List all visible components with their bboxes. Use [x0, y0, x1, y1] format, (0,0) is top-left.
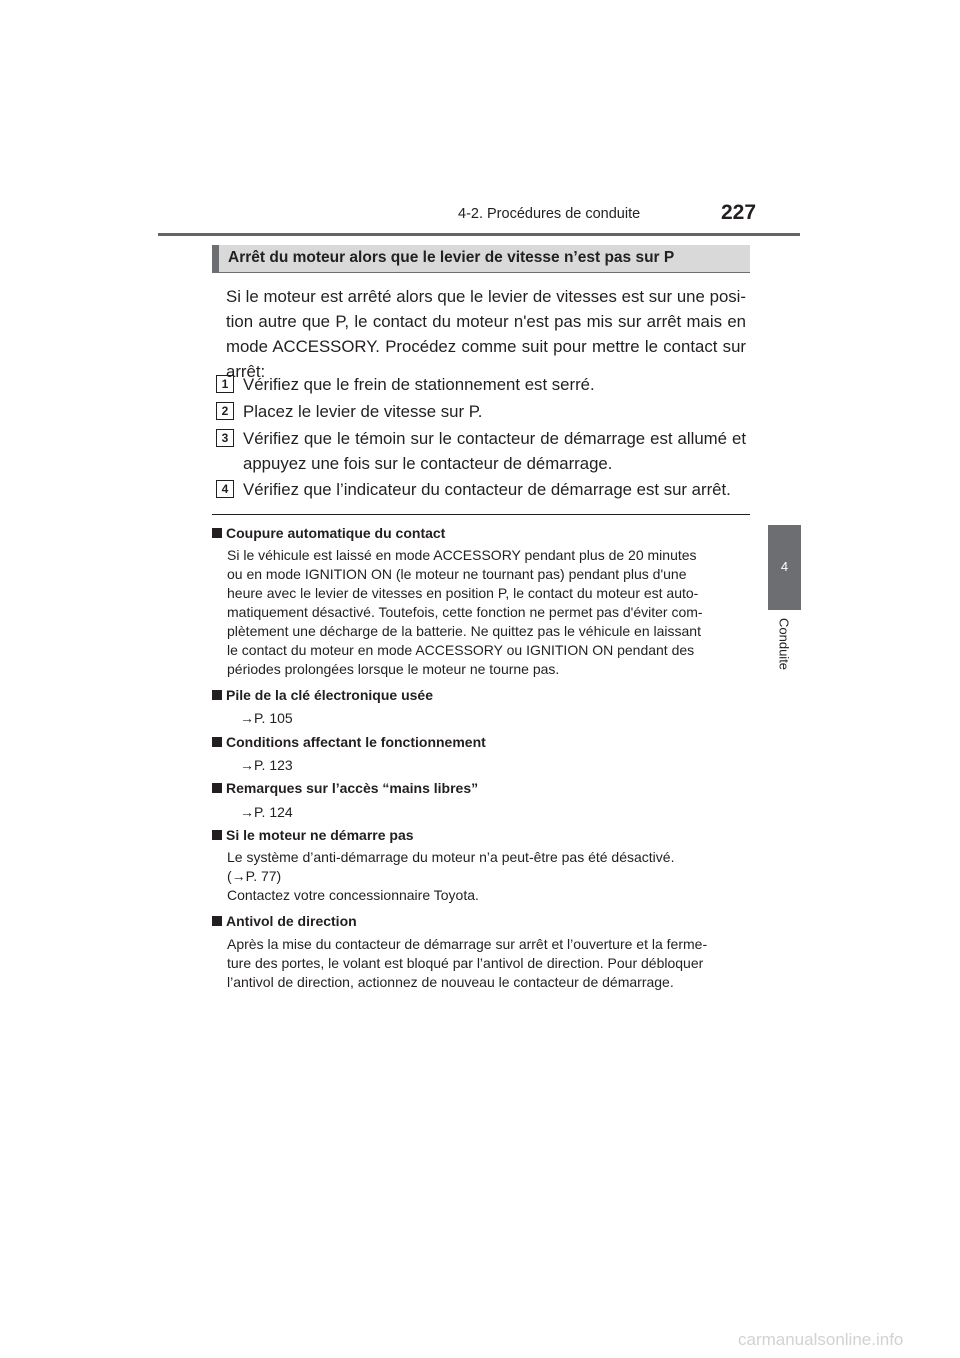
note-line: heure avec le levier de vitesses en position P, le contact du moteur est auto- [227, 585, 699, 601]
step-text: Vérifiez que le témoin sur le contacteur de démarrage est allumé et appuyez une fois sur le contacteur de démarrage. [243, 429, 746, 473]
note-body-engine-wont-start [227, 848, 745, 905]
note-title-operating-conditions: Conditions affectant le fonctionnement [212, 734, 486, 750]
step-number-badge: 4 [216, 480, 234, 498]
note-title-engine-wont-start: Si le moteur ne démarre pas [212, 827, 414, 843]
note-line: le contact du moteur en mode ACCESSORY ou IGNITION ON pendant des [227, 642, 695, 658]
intro-paragraph [226, 284, 746, 384]
note-line: ou en mode IGNITION ON (le moteur ne tournant pas) pendant plus d'une [227, 566, 687, 582]
section-heading: Arrêt du moteur alors que le levier de vitesse n’est pas sur P [228, 249, 675, 266]
note-line: ture des portes, le volant est bloqué par l’antivol de direction. Pour débloquer [227, 955, 704, 971]
note-title-key-battery: Pile de la clé électronique usée [212, 687, 433, 703]
note-line: périodes prolongées lorsque le moteur ne tourne pas. [227, 661, 560, 677]
notes-divider [212, 514, 750, 515]
note-title-hands-free: Remarques sur l’accès “mains libres” [212, 780, 478, 796]
note-title-steering-lock: Antivol de direction [212, 913, 357, 929]
square-bullet-icon [212, 916, 222, 926]
square-bullet-icon [212, 783, 222, 793]
square-bullet-icon [212, 830, 222, 840]
page-reference: →P. 123 [240, 757, 293, 773]
chapter-tab-label: Conduite [776, 618, 792, 671]
header-divider [158, 233, 800, 236]
step-number-badge: 3 [216, 429, 234, 447]
intro-line: Si le moteur est arrêté alors que le levier de vitesses est sur une posi- [226, 287, 746, 306]
note-line: Si le véhicule est laissé en mode ACCESSORY pendant plus de 20 minutes [227, 547, 697, 563]
note-line: l’antivol de direction, actionnez de nouveau le contacteur de démarrage. [227, 974, 674, 990]
watermark: carmanualsonline.info [738, 1330, 904, 1349]
note-body-steering-lock [227, 935, 745, 992]
step-number-badge: 2 [216, 402, 234, 420]
chapter-tab-number: 4 [780, 559, 789, 574]
heading-underline [212, 272, 750, 273]
note-line: matiquement désactivé. Toutefois, cette fonction ne permet pas d'éviter com- [227, 604, 703, 620]
intro-line: tion autre que P, le contact du moteur n'est pas mis sur arrêt mais en [226, 312, 746, 331]
note-title-auto-shutoff: Coupure automatique du contact [212, 525, 445, 541]
step-text: Vérifiez que l’indicateur du contacteur de démarrage est sur arrêt. [243, 480, 731, 499]
intro-line: mode ACCESSORY. Procédez comme suit pour mettre le contact sur [226, 337, 746, 356]
square-bullet-icon [212, 690, 222, 700]
page-reference: →P. 105 [240, 710, 293, 726]
note-line: plètement une décharge de la batterie. Ne quittez pas le véhicule en laissant [227, 623, 701, 639]
section-heading-bar [212, 245, 750, 272]
note-line: Après la mise du contacteur de démarrage sur arrêt et l’ouverture et la ferme- [227, 936, 708, 952]
note-line: Contactez votre concessionnaire Toyota. [227, 887, 479, 903]
header-section-title: 4-2. Procédures de conduite [458, 206, 641, 222]
step-text: Placez le levier de vitesse sur P. [243, 402, 483, 421]
step-number-badge: 1 [216, 375, 234, 393]
square-bullet-icon [212, 737, 222, 747]
page-number: 227 [721, 201, 757, 224]
intro-line: arrêt: [226, 362, 266, 381]
step-text: Vérifiez que le frein de stationnement est serré. [243, 375, 595, 394]
note-line: (→P. 77) [227, 868, 282, 884]
note-line: Le système d’anti-démarrage du moteur n’a peut-être pas été désactivé. [227, 849, 675, 865]
page-reference: →P. 124 [240, 804, 293, 820]
note-body-auto-shutoff [227, 546, 745, 679]
square-bullet-icon [212, 528, 222, 538]
